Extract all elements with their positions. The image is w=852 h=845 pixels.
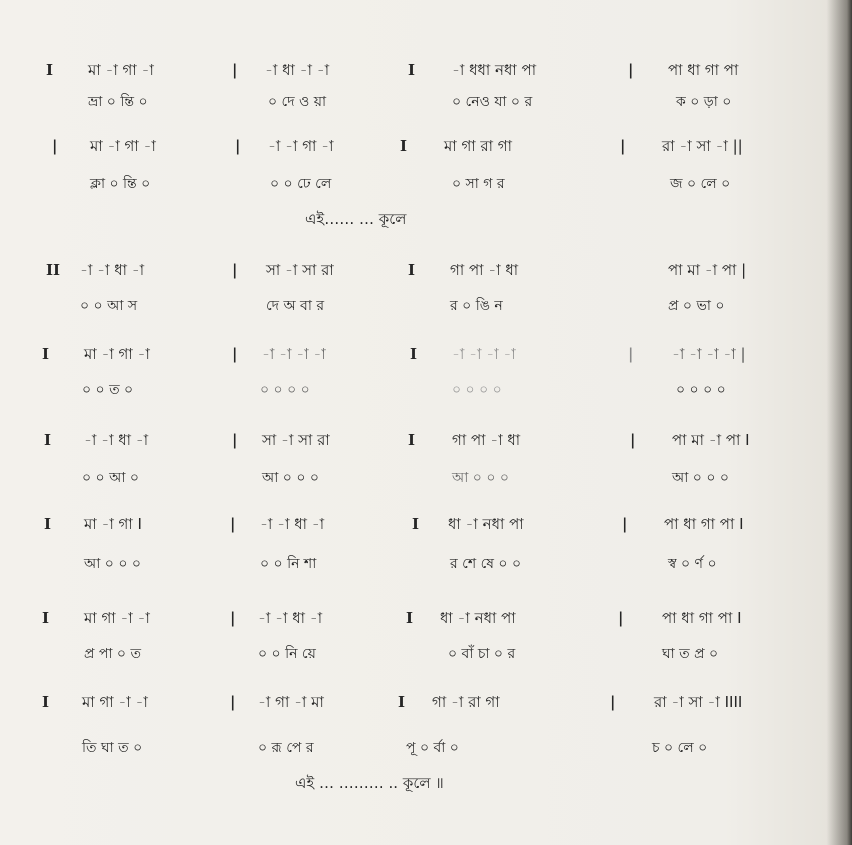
note-group: ধা -া নধা পা (440, 609, 516, 627)
note-group: মা -া গা -া (90, 137, 156, 155)
lyrics-row (0, 170, 852, 198)
bar-mark: | (230, 693, 236, 711)
lyric-group: ০ নেও যা ০ র (452, 94, 533, 110)
note-group: মা -া গা -া (88, 61, 154, 79)
bar-mark: | (230, 515, 236, 533)
bar-mark: I (42, 693, 50, 711)
bar-mark: I (408, 431, 416, 449)
lyric-group: আ ০ ০ ০ (262, 470, 319, 486)
notation-row (0, 688, 852, 716)
notation-row (0, 340, 852, 368)
refrain-line: এই…… … কূলে (305, 210, 407, 228)
lyric-group: ০ ০ ঢে লে (270, 176, 332, 192)
notation-row (0, 426, 852, 454)
lyrics-row (0, 550, 852, 578)
lyric-group: ঘা ত প্র ০ (662, 646, 719, 662)
lyric-group: ভ্রা ০ ন্তি ০ (88, 94, 148, 110)
bar-mark: | (622, 515, 628, 533)
bar-mark: | (620, 137, 626, 155)
lyric-group: আ ০ ০ ০ (84, 556, 141, 572)
refrain-line: এই … ……… .. কূলে ॥ (295, 774, 444, 792)
lyric-group: ০ রূ পে র (258, 740, 314, 756)
note-group: পা ধা গা পা I (664, 515, 744, 533)
lyric-group: চ ০ লে ০ (652, 740, 708, 756)
note-group: -া -া ধা -া (80, 261, 145, 279)
note-group: সা -া সা রা (266, 261, 334, 279)
lyric-group: ক্লা ০ ন্তি ০ (90, 176, 151, 192)
note-group: মা -া গা I (84, 515, 142, 533)
note-group: -া -া গা -া (268, 137, 334, 155)
lyric-group: ০ সা গ র (452, 176, 505, 192)
bar-mark: I (46, 61, 54, 79)
note-group: মা গা -া -া (84, 609, 150, 627)
bar-mark: I (42, 345, 50, 363)
lyric-group: ০ ০ ০ ০ (676, 382, 726, 398)
note-group: -া -া ধা -া (260, 515, 325, 533)
bar-mark: I (408, 61, 416, 79)
lyric-group: আ ০ ০ ০ (672, 470, 729, 486)
lyric-group: জ ০ লে ০ (670, 176, 731, 192)
note-group: গা পা -া ধা (450, 261, 519, 279)
lyrics-row (0, 734, 852, 762)
lyric-group: ০ ০ নি য়ে (258, 646, 316, 662)
bar-mark: I (410, 345, 418, 363)
bar-mark: | (618, 609, 624, 627)
lyrics-row (0, 640, 852, 668)
notation-row (0, 510, 852, 538)
note-group: -া -া ধা -া (258, 609, 323, 627)
note-group: -া ধধা নধা পা (452, 61, 537, 79)
bar-mark: I (44, 515, 52, 533)
bar-mark: | (232, 61, 238, 79)
note-group: গা পা -া ধা (452, 431, 521, 449)
note-group: রা -া সা -া || (662, 137, 743, 155)
lyric-group: তি ঘা ত ০ (82, 740, 143, 756)
bar-mark: | (610, 693, 616, 711)
bar-mark: I (412, 515, 420, 533)
lyrics-row (0, 88, 852, 116)
lyric-group: ০ ০ আ স (80, 298, 138, 314)
note-group: পা ধা গা পা I (662, 609, 742, 627)
lyrics-row (0, 464, 852, 492)
note-group: সা -া সা রা (262, 431, 330, 449)
bar-mark: I (42, 609, 50, 627)
bar-mark: | (230, 609, 236, 627)
lyric-group: ০ ০ ০ ০ (452, 382, 502, 398)
lyric-group: র ০ ঙি ন (450, 298, 503, 314)
note-group: পা মা -া পা I (672, 431, 750, 449)
bar-mark: | (235, 137, 241, 155)
bar-mark: | (628, 345, 634, 363)
bar-mark: I (406, 609, 414, 627)
bar-mark: | (232, 345, 238, 363)
note-group: -া -া -া -া (262, 345, 326, 363)
bar-mark: | (52, 137, 58, 155)
note-group: -া ধা -া -া (265, 61, 330, 79)
bar-mark: | (232, 431, 238, 449)
bar-mark: | (232, 261, 238, 279)
lyric-group: ০ ০ ০ ০ (260, 382, 310, 398)
lyrics-row (0, 376, 852, 404)
lyric-group: ০ ০ নি শা (260, 556, 317, 572)
note-group: পা মা -া পা | (668, 261, 747, 279)
notation-row (0, 604, 852, 632)
lyric-group: পূ ০ র্বা ০ (406, 740, 459, 756)
notation-row (0, 56, 852, 84)
bar-mark: I (44, 431, 52, 449)
lyric-group: ০ বাঁ চা ০ র (448, 646, 516, 662)
lyrics-row (0, 292, 852, 320)
lyric-group: স্ব ০ র্ণ ০ (668, 556, 717, 572)
lyric-group: আ ০ ০ ০ (452, 470, 509, 486)
notation-row (0, 132, 852, 160)
bar-mark: I (408, 261, 416, 279)
note-group: ধা -া নধা পা (448, 515, 524, 533)
note-group: মা -া গা -া (84, 345, 150, 363)
lyric-group: প্র ০ ভা ০ (668, 298, 725, 314)
note-group: -া গা -া মা (258, 693, 324, 711)
bar-mark: | (628, 61, 634, 79)
note-group: গা -া রা গা (432, 693, 500, 711)
note-group: পা ধা গা পা (668, 61, 739, 79)
lyric-group: দে অ বা র (266, 298, 325, 314)
bar-mark: I (398, 693, 406, 711)
lyric-group: র শে ষে ০ ০ (450, 556, 522, 572)
lyric-group: ক ০ ড়া ০ (676, 94, 732, 110)
note-group: মা গা রা গা (444, 137, 512, 155)
bar-mark: II (46, 261, 61, 279)
lyric-group: ০ ০ ত ০ (82, 382, 134, 398)
note-group: -া -া ধা -া (84, 431, 149, 449)
bar-mark: | (630, 431, 636, 449)
note-group: মা গা -া -া (82, 693, 148, 711)
note-group: -া -া -া -া | (672, 345, 746, 363)
lyric-group: ০ ০ আ ০ (82, 470, 139, 486)
lyric-group: প্র পা ০ ত (84, 646, 141, 662)
bar-mark: I (400, 137, 408, 155)
note-group: -া -া -া -া (452, 345, 516, 363)
lyric-group: ০ দে ও য়া (268, 94, 327, 110)
note-group: রা -া সা -া IIII (654, 693, 743, 711)
notation-row (0, 256, 852, 284)
